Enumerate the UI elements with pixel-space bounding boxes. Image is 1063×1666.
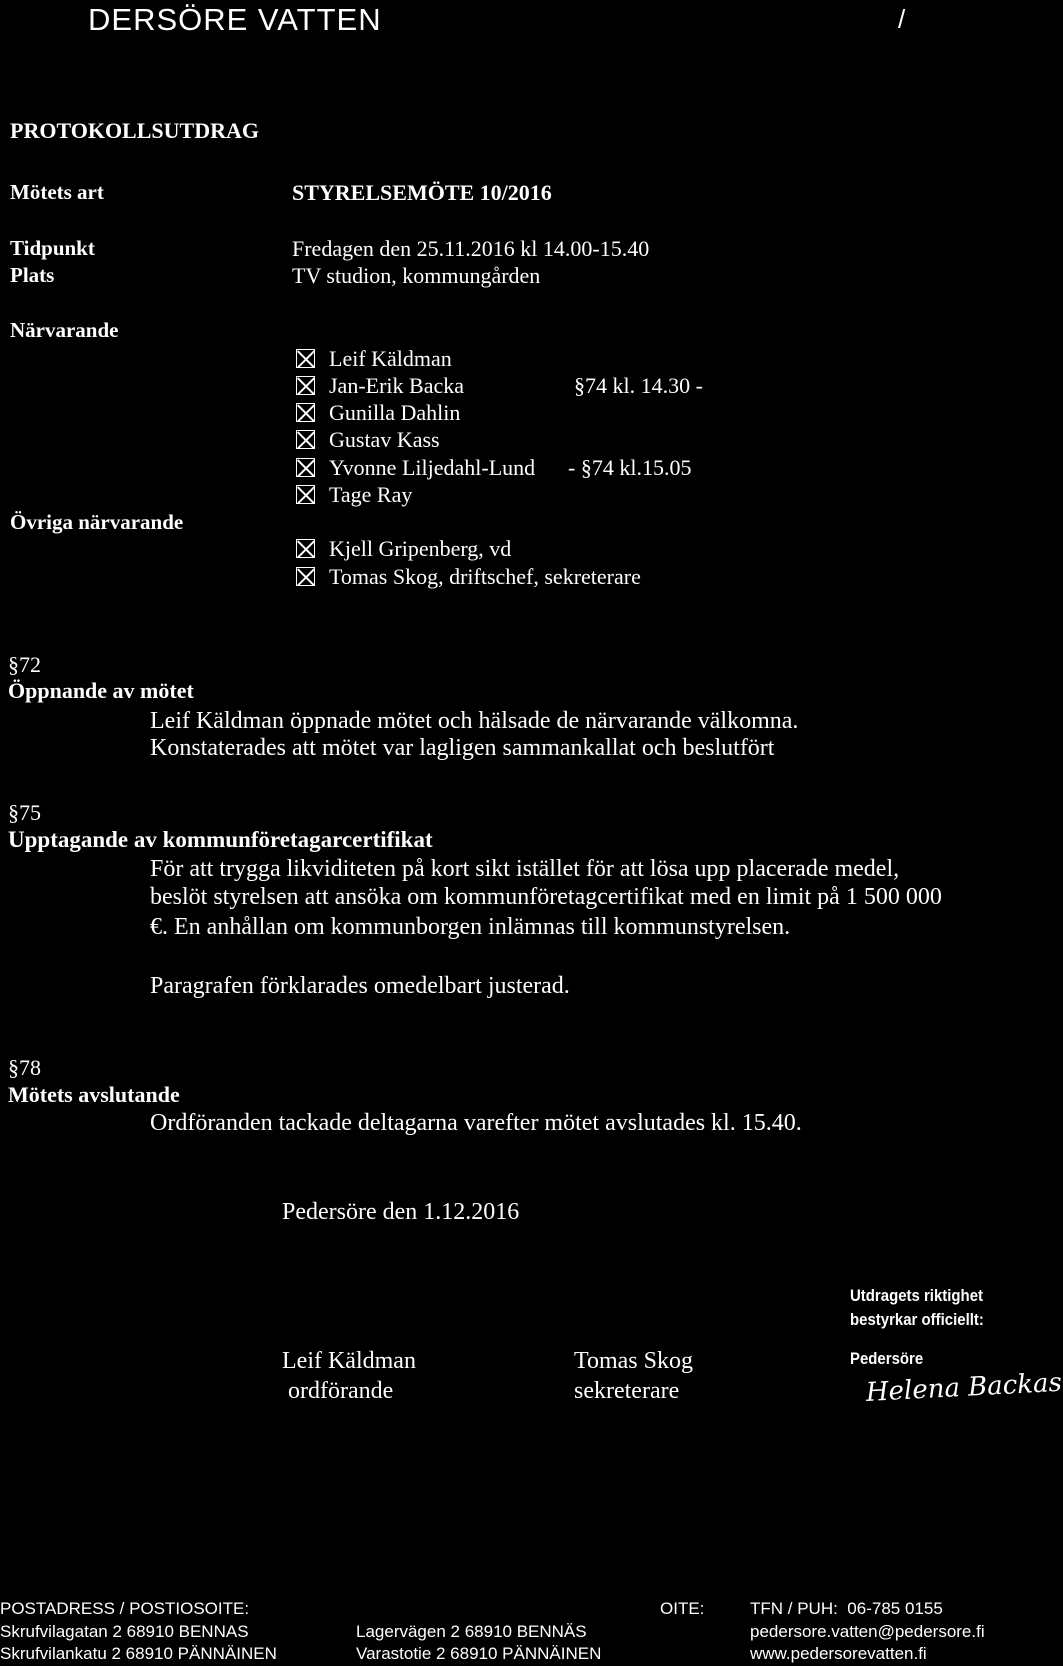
checked-box-icon: [296, 430, 315, 449]
attendee-row: [296, 427, 440, 453]
handwritten-signature: Helena Backas: [865, 1367, 1063, 1408]
other-name: Tomas Skog, driftschef, sekreterare: [329, 564, 641, 589]
section-number: §75: [8, 800, 41, 825]
attendee-name: Jan-Erik Backa: [329, 373, 464, 398]
signer-name: Tomas Skog: [574, 1348, 693, 1374]
attendee-row: [296, 455, 535, 481]
other-row: [296, 536, 511, 562]
footer-phone: 06-785 0155: [847, 1599, 943, 1618]
meta-value-art: STYRELSEMÖTE 10/2016: [292, 180, 552, 205]
checked-box-icon: [296, 539, 315, 558]
footer-label: POSTADRESS / POSTIOSOITE:: [0, 1599, 250, 1618]
section-text: Leif Käldman öppnade mötet och hälsade de närvarande välkomna.: [150, 708, 799, 734]
footer-address: Skrufvilankatu 2 68910 PÄNNÄINEN: [0, 1644, 277, 1663]
checked-box-icon: [296, 485, 315, 504]
attendee-row: [296, 373, 464, 399]
other-row: [296, 564, 641, 590]
footer-label: [750, 1598, 943, 1619]
section-title: Upptagande av kommunföretagarcertifikat: [8, 827, 433, 852]
section-text: Ordföranden tackade deltagarna varefter mötet avslutades kl. 15.40.: [150, 1110, 802, 1136]
meta-label-place: Plats: [10, 263, 55, 287]
attendee-row: [296, 400, 460, 426]
page-mark: /: [898, 4, 906, 34]
attendee-name: Leif Käldman: [329, 346, 452, 371]
section-text: €. En anhållan om kommunborgen inlämnas till kommunstyrelsen.: [150, 914, 791, 940]
section-title: Mötets avslutande: [8, 1082, 180, 1107]
footer-website[interactable]: www.pedersorevatten.fi: [750, 1644, 927, 1663]
attendee-name: Gunilla Dahlin: [329, 400, 461, 425]
meta-label-time: Tidpunkt: [10, 236, 95, 260]
footer-phone-label: TFN / PUH:: [750, 1599, 838, 1618]
attendee-note: §74 kl. 14.30 -: [574, 373, 703, 398]
doc-type: PROTOKOLLSUTDRAG: [10, 118, 259, 143]
footer-address: Skrufvilagatan 2 68910 BENNAS: [0, 1622, 249, 1641]
section-text: För att trygga likviditeten på kort sikt istället för att lösa upp placerade medel,: [150, 856, 900, 882]
signer-role: sekreterare: [574, 1378, 680, 1404]
other-name: Kjell Gripenberg, vd: [329, 536, 512, 561]
present-label: Närvarande: [10, 318, 119, 342]
checked-box-icon: [296, 376, 315, 395]
stamp-line: bestyrkar officiellt:: [850, 1310, 984, 1329]
meta-label-art: Mötets art: [10, 180, 104, 204]
org-name: DERSÖRE VATTEN: [88, 2, 382, 37]
meta-value-place: TV studion, kommungården: [292, 263, 541, 288]
signer-role: ordförande: [288, 1378, 394, 1404]
attendee-name: Tage Ray: [329, 482, 413, 507]
attendee-note: - §74 kl.15.05: [568, 455, 692, 480]
footer-email[interactable]: pedersore.vatten@pedersore.fi: [750, 1622, 985, 1641]
section-text: Konstaterades att mötet var lagligen sammankallat och beslutfört: [150, 735, 775, 761]
attendee-name: Gustav Kass: [329, 427, 440, 452]
checked-box-icon: [296, 567, 315, 586]
checked-box-icon: [296, 458, 315, 477]
section-text: beslöt styrelsen att ansöka om kommunföretagcertifikat med en limit på 1 500 000: [150, 884, 942, 910]
attendee-row: [296, 482, 412, 508]
footer-address: Varastotie 2 68910 PÄNNÄINEN: [356, 1644, 602, 1663]
footer-address: Lagervägen 2 68910 BENNÄS: [356, 1622, 587, 1641]
stamp-org: Pedersöre: [850, 1349, 924, 1368]
attendee-row: [296, 346, 452, 372]
meta-value-time: Fredagen den 25.11.2016 kl 14.00-15.40: [292, 236, 650, 261]
checked-box-icon: [296, 403, 315, 422]
stamp-line: Utdragets riktighet: [850, 1286, 984, 1305]
checked-box-icon: [296, 349, 315, 368]
footer-label: OITE:: [660, 1599, 705, 1618]
others-label: Övriga närvarande: [10, 510, 184, 534]
section-note: Paragrafen förklarades omedelbart justerad.: [150, 973, 570, 999]
place-date: Pedersöre den 1.12.2016: [282, 1199, 520, 1225]
attendee-name: Yvonne Liljedahl-Lund: [329, 455, 536, 480]
section-number: §78: [8, 1055, 41, 1080]
section-number: §72: [8, 652, 41, 677]
section-title: Öppnande av mötet: [8, 678, 194, 703]
signer-name: Leif Käldman: [282, 1348, 416, 1374]
